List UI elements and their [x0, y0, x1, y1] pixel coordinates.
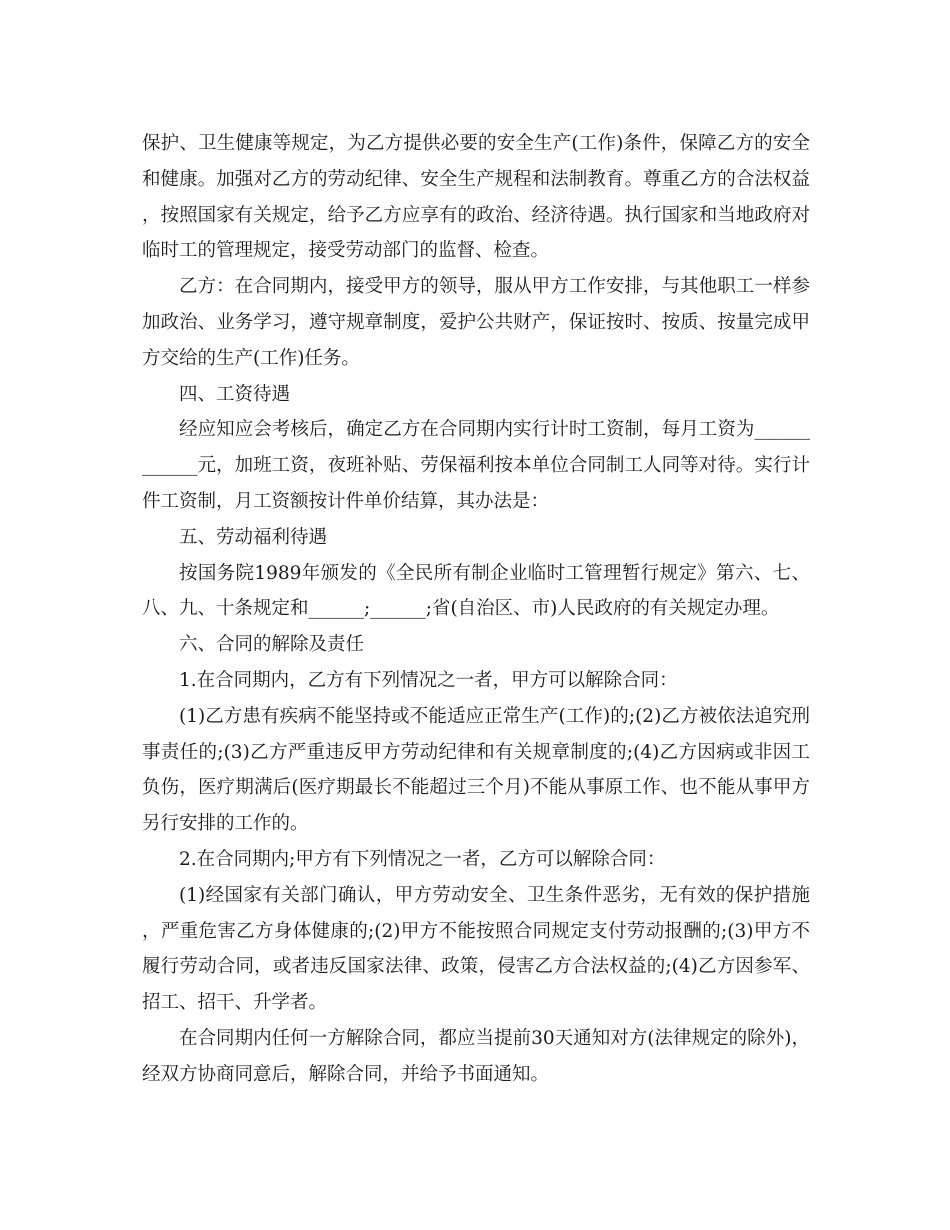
- paragraph-notice: 在合同期内任何一方解除合同，都应当提前30天通知对方(法律规定的除外)，经双方协商同意后，解除合同，并给予书面通知。: [142, 1027, 810, 1085]
- clause-2-items: (1)经国家有关部门确认，甲方劳动安全、卫生条件恶劣，无有效的保护措施，严重危害乙方身体健康的;(2)甲方不能按照合同规定支付劳动报酬的;(3)甲方不履行劳动合同，或者违反国家法律、政策，侵害乙方合法权益的;(4)乙方因参军、招工、招干、升学者。: [142, 884, 810, 1014]
- heading-wages: 四、工资待遇: [179, 383, 291, 405]
- clause-1-items: (1)乙方患有疾病不能坚持或不能适应正常生产(工作)的;(2)乙方被依法追究刑事责任的;(3)乙方严重违反甲方劳动纪律和有关规章制度的;(4)乙方因病或非因工负伤，医疗期满后(医疗期最长不能超过三个月)不能从事原工作、也不能从事甲方另行安排的工作的。: [142, 705, 810, 835]
- heading-welfare: 五、劳动福利待遇: [179, 526, 328, 548]
- document-body: [142, 126, 810, 1093]
- paragraph-continuation: 保护、卫生健康等规定，为乙方提供必要的安全生产(工作)条件，保障乙方的安全和健康。加强对乙方的劳动纪律、安全生产规程和法制教育。尊重乙方的合法权益，按照国家有关规定，给予乙方应享有的政治、经济待遇。执行国家和当地政府对临时工的管理规定，接受劳动部门的监督、检查。: [142, 133, 810, 262]
- paragraph-party-b-duties: 乙方：在合同期内，接受甲方的领导，服从甲方工作安排，与其他职工一样参加政治、业务学习，遵守规章制度，爱护公共财产，保证按时、按质、按量完成甲方交给的生产(工作)任务。: [142, 276, 810, 369]
- paragraph-wages: 经应知应会考核后，确定乙方在合同期内实行计时工资制，每月工资为____________元，加班工资，夜班补贴、劳保福利按本单位合同制工人同等对待。实行计件工资制，月工资额按计件单价结算，其办法是：: [142, 419, 810, 512]
- clause-2-title: 2.在合同期内;甲方有下列情况之一者，乙方可以解除合同：: [179, 848, 666, 870]
- clause-1-title: 1.在合同期内，乙方有下列情况之一者，甲方可以解除合同：: [179, 669, 678, 691]
- heading-termination: 六、合同的解除及责任: [179, 634, 365, 656]
- paragraph-welfare: 按国务院1989年颁发的《全民所有制企业临时工管理暂行规定》第六、七、八、九、十条规定和______;______;省(自治区、市)人民政府的有关规定办理。: [142, 562, 810, 620]
